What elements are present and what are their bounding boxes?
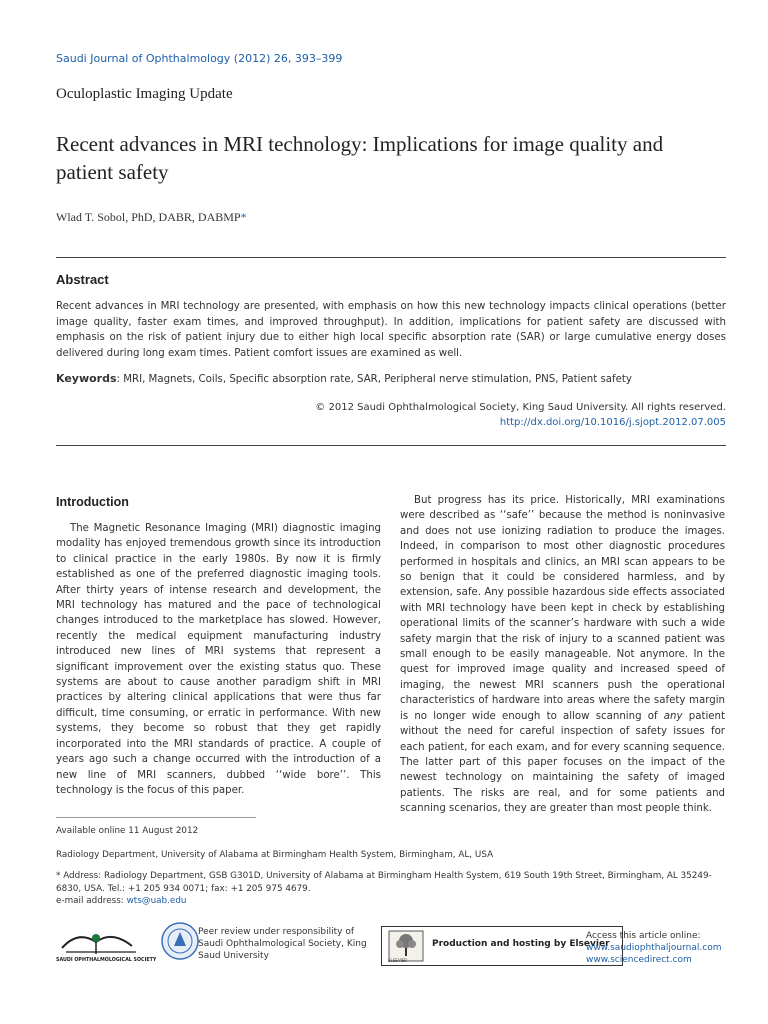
author-names: Wlad T. Sobol, PhD, DABR, DABMP [56,210,241,224]
available-online: Available online 11 August 2012 [56,826,199,836]
keywords-list: : MRI, Magnets, Coils, Specific absorption rate, SAR, Peripheral nerve stimulation, PNS, Patient safety [116,374,632,385]
production-note: Production and hosting by Elsevier [432,939,610,949]
email-label: e-mail address: [56,896,127,906]
author-footnote-mark[interactable]: * [240,210,247,224]
para-2-part-2: patient without the need for careful inspection of safety issues for each patient, for each exam, and for every scanning sequence. The latter part of this paper focuses on the impact of the newest technology on maintaining the safety of imaged patients. The risks are real, and for some patients and scanning scenarios, they are greater than most people think. [400,710,726,815]
society-name: SAUDI OPHTHALMOLOGICAL SOCIETY [56,958,157,963]
abstract-heading: Abstract [56,272,109,287]
intro-paragraph-1: The Magnetic Resonance Imaging (MRI) diagnostic imaging modality has enjoyed tremendous growth since its introduction to clinical practice in the early 1980s. By now it is firmly established as one of the preferred diagnostic imaging tools. After thirty years of intense research and development, the MRI technology has matured and the pace of technological changes introduced to the marketplace has slowed. However, recently the medical equipment manufacturing industry introduced new lines of MRI systems that represent a significant improvement over the existing status quo. These systems are about to cause another paradigm shift in MRI practices by altering clinical applications that were thus far difficult, time consuming, or erratic in performance. With new systems, they become so robust that they get rapidly incorporated into the MRI standards of practice. A couple of years ago such a change occurred with the introduction of a new line of MRI scanners, dubbed ‘‘wide bore’’. This technology is the focus of this paper. [56,523,381,796]
section-label: Oculoplastic Imaging Update [56,86,233,102]
keywords [56,372,726,385]
correspondence-address: * Address: Radiology Department, GSB G301D, University of Alabama at Birmingham Health System, 619 South 19th Street, Birmingham, AL 35249-6830, USA. Tel.: +1 205 934 0071; fax: +1 205 975 4679. [56,871,712,894]
sciencedirect-link[interactable]: www.sciencedirect.com [586,955,692,965]
intro-paragraph-2 [400,493,725,817]
keywords-label: Keywords [56,372,117,385]
intro-heading: Introduction [56,495,129,509]
copyright-notice: © 2012 Saudi Ophthalmological Society, King Saud University. All rights reserved. [315,402,726,413]
header-rule [56,257,726,258]
intro-column-left [56,493,381,798]
author-line [56,210,247,225]
affiliation: Radiology Department, University of Alabama at Birmingham Health System, Birmingham, AL, USA [56,850,494,860]
footnote-rule [56,817,256,818]
journal-site-link[interactable]: www.saudiophthaljournal.com [586,943,722,953]
university-seal-icon [160,920,200,962]
peer-review-note: Peer review under responsibility of Saudi Ophthalmological Society, King Saud University [198,927,367,961]
abstract-text: Recent advances in MRI technology are presented, with emphasis on how this new technology impacts clinical operations (better image quality, faster exam times, and improved throughput). In addition, implications for patient safety are discussed with emphasis on the risk of patient injury due to either high local specific absorption rate (SAR) or large cumulative energy doses delivered during long exam times. Patient comfort issues are examined as well. [56,301,726,359]
abstract-rule [56,445,726,446]
journal-reference[interactable]: Saudi Journal of Ophthalmology (2012) 26, 393–399 [56,52,343,65]
para-2-emphasis: any [663,710,683,722]
intro-column-right [400,493,725,817]
para-2-part-1: But progress has its price. Historically, MRI examinations were described as ‘‘safe’’ because the method is noninvasive and does not use ionizing radiation to produce the images. Indeed, in comparison to most other diagnostic procedures performed in hospitals and clinics, an MRI scan appears to be so benign that it could be considered harmless, and by extension, safe. Any possible hazardous side effects associated with MRI technology have been kept in check by establishing operational limits of the scanner’s hardware with such a wide safety margin that the risk of injury to a scanned patient was small enough to be easily manageable. Not anymore. In the quest for improved image quality and increased speed of imaging, the newest MRI scanners push the operational characteristics of hardware into areas where the safety margin is no longer wide enough to allow scanning of [400,495,725,722]
email-line [56,895,726,908]
elsevier-wordmark: ELSEVIER [388,958,408,963]
email-link[interactable]: wts@uab.edu [126,896,187,906]
access-label: Access this article online: [586,931,701,941]
article-title: Recent advances in MRI technology: Implications for image quality and patient safety [56,132,664,184]
publisher-footer [56,918,726,970]
access-online [586,930,721,966]
doi-link[interactable]: http://dx.doi.org/10.1016/j.sjopt.2012.07.005 [499,417,726,428]
